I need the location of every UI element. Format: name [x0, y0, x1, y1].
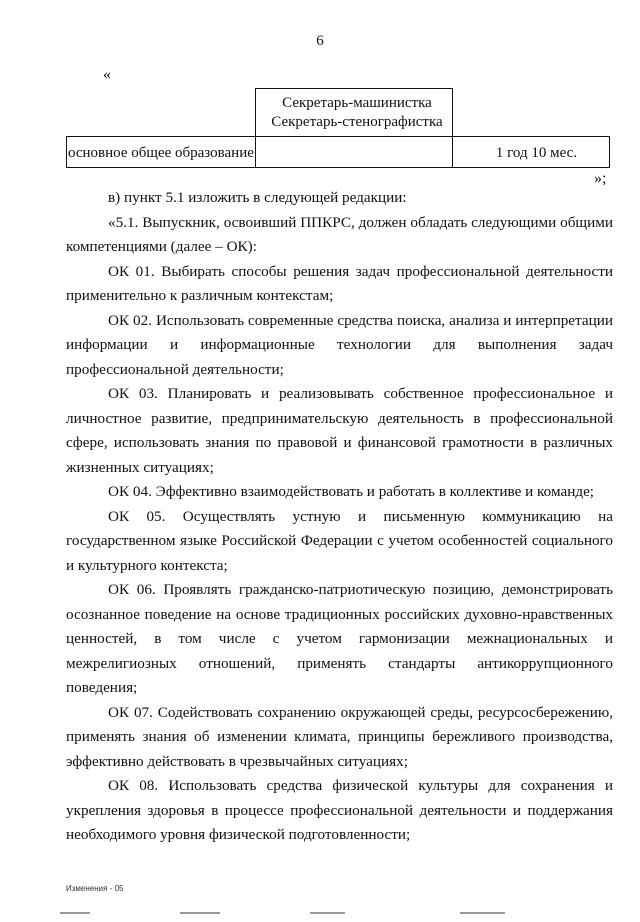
study-duration-cell: 1 год 10 мес.: [495, 145, 578, 161]
footer-note: Изменения - 05: [66, 884, 124, 893]
intro-paragraph: в) пункт 5.1 изложить в следующей редакции:: [108, 189, 407, 206]
qualification-name-cell: [257, 94, 457, 132]
page-number: 6: [316, 33, 324, 49]
qualification-line-1: Секретарь-машинистка: [282, 95, 432, 111]
competence-ok01: ОК 01. Выбирать способы решения задач профессиональной деятельности применительно к различным контекстам;: [66, 262, 613, 304]
table-top-border: [255, 88, 452, 89]
document-body: [66, 186, 613, 848]
education-level-cell: основное общее образование: [68, 145, 254, 161]
table-bottom-border: [66, 167, 610, 168]
scan-artifact-marks: [60, 912, 580, 916]
qualification-table: [66, 88, 610, 168]
table-column-divider-1: [255, 88, 256, 168]
competence-ok06: ОК 06. Проявлять гражданско-патриотическую позицию, демонстрировать осознанное поведение на основе традиционных российских духовно-нравственных ценностей, в том числе с учетом гармонизации межнациональных и межрелигиозных отношений, применять стандарты антикоррупционного поведения;: [66, 581, 613, 696]
competence-ok04: ОК 04. Эффективно взаимодействовать и работать в коллективе и команде;: [108, 483, 595, 500]
opening-quote-mark: «: [103, 66, 111, 83]
competence-ok03: ОК 03. Планировать и реализовывать собственное профессиональное и личностное развитие, предпринимательскую деятельность в профессиональной сфере, использовать знания по правовой и финансовой грамотности в различных жизненных ситуациях;: [66, 385, 613, 476]
competence-ok08: ОК 08. Использовать средства физической культуры для сохранения и укрепления здоровья в процессе профессиональной деятельности и поддержания необходимого уровня физической подготовленности;: [66, 777, 613, 843]
competence-ok05: ОК 05. Осуществлять устную и письменную коммуникацию на государственном языке Российской Федерации с учетом особенностей социального и культурного контекста;: [66, 507, 613, 574]
competence-ok02: ОК 02. Использовать современные средства поиска, анализа и интерпретации информации и информационные технологии для выполнения задач профессиональной деятельности;: [66, 311, 613, 378]
table-left-border: [66, 136, 67, 168]
competence-ok07: ОК 07. Содействовать сохранению окружающей среды, ресурсосбережению, применять знания об изменении климата, принципы бережливого производства, эффективно действовать в чрезвычайных ситуациях;: [66, 703, 613, 770]
qualification-line-2: Секретарь-стенографистка: [271, 114, 443, 130]
table-middle-border: [66, 136, 610, 137]
closing-quote-mark: »;: [594, 170, 607, 187]
clause-5-1-paragraph: «5.1. Выпускник, освоивший ППКРС, должен обладать следующими общими компетенциями (далее – ОК):: [66, 213, 613, 255]
